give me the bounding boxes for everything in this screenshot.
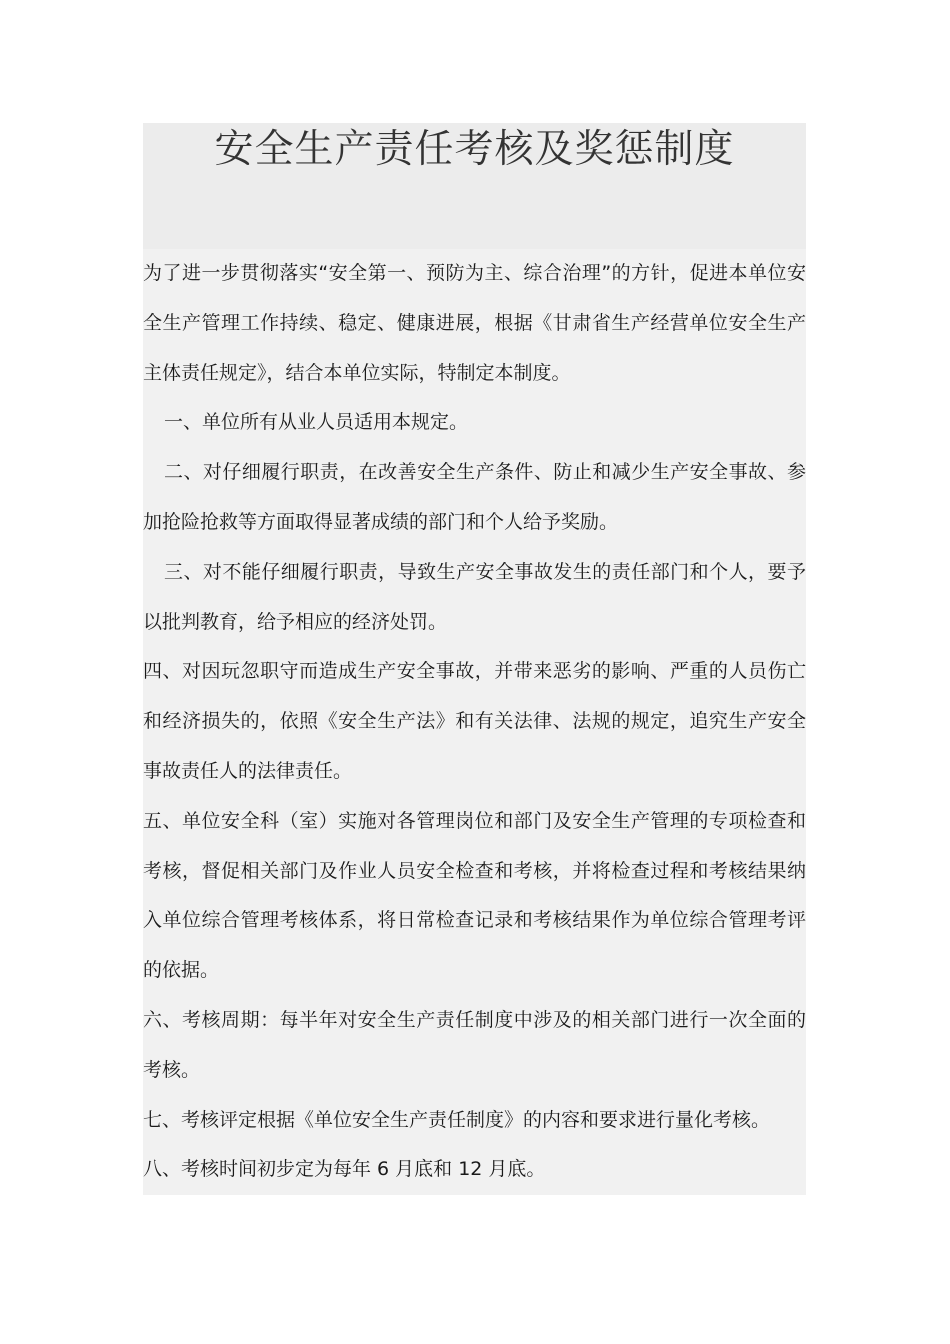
clause-5-paragraph: 五、单位安全科（室）实施对各管理岗位和部门及安全生产管理的专项检查和考核，督促相关部门及作业人员安全检查和考核，并将检查过程和考核结果纳入单位综合管理考核体系，将日常检查记录和考核结果作为单位综合管理考评的依据。	[143, 809, 806, 982]
intro-paragraph: 为了进一步贯彻落实“安全第一、预防为主、综合治理”的方针，促进本单位安全生产管理工作持续、稳定、健康进展，根据《甘肃省生产经营单位安全生产主体责任规定》，结合本单位实际，特制定本制度。	[143, 262, 806, 384]
document-body	[143, 249, 806, 1195]
document-title: 安全生产责任考核及奖惩制度	[214, 127, 735, 172]
document-page	[143, 123, 806, 1195]
clause-3-paragraph: 三、对不能仔细履行职责，导致生产安全事故发生的责任部门和个人，要予以批判教育，给予相应的经济处罚。	[143, 560, 806, 633]
clause-4-paragraph: 四、对因玩忽职守而造成生产安全事故，并带来恶劣的影响、严重的人员伤亡和经济损失的，依照《安全生产法》和有关法律、法规的规定，追究生产安全事故责任人的法律责任。	[143, 660, 806, 782]
title-area	[143, 123, 806, 249]
clause-2-paragraph: 二、对仔细履行职责，在改善安全生产条件、防止和减少生产安全事故、参加抢险抢救等方面取得显著成绩的部门和个人给予奖励。	[143, 461, 806, 533]
clause-6-paragraph: 六、考核周期：每半年对安全生产责任制度中涉及的相关部门进行一次全面的考核。	[143, 1008, 806, 1081]
clause-1-paragraph: 一、单位所有从业人员适用本规定。	[164, 411, 469, 434]
clause-7-paragraph: 七、考核评定根据《单位安全生产责任制度》的内容和要求进行量化考核。	[143, 1108, 771, 1131]
clause-8-paragraph: 八、考核时间初步定为每年 6 月底和 12 月底。	[143, 1158, 546, 1181]
